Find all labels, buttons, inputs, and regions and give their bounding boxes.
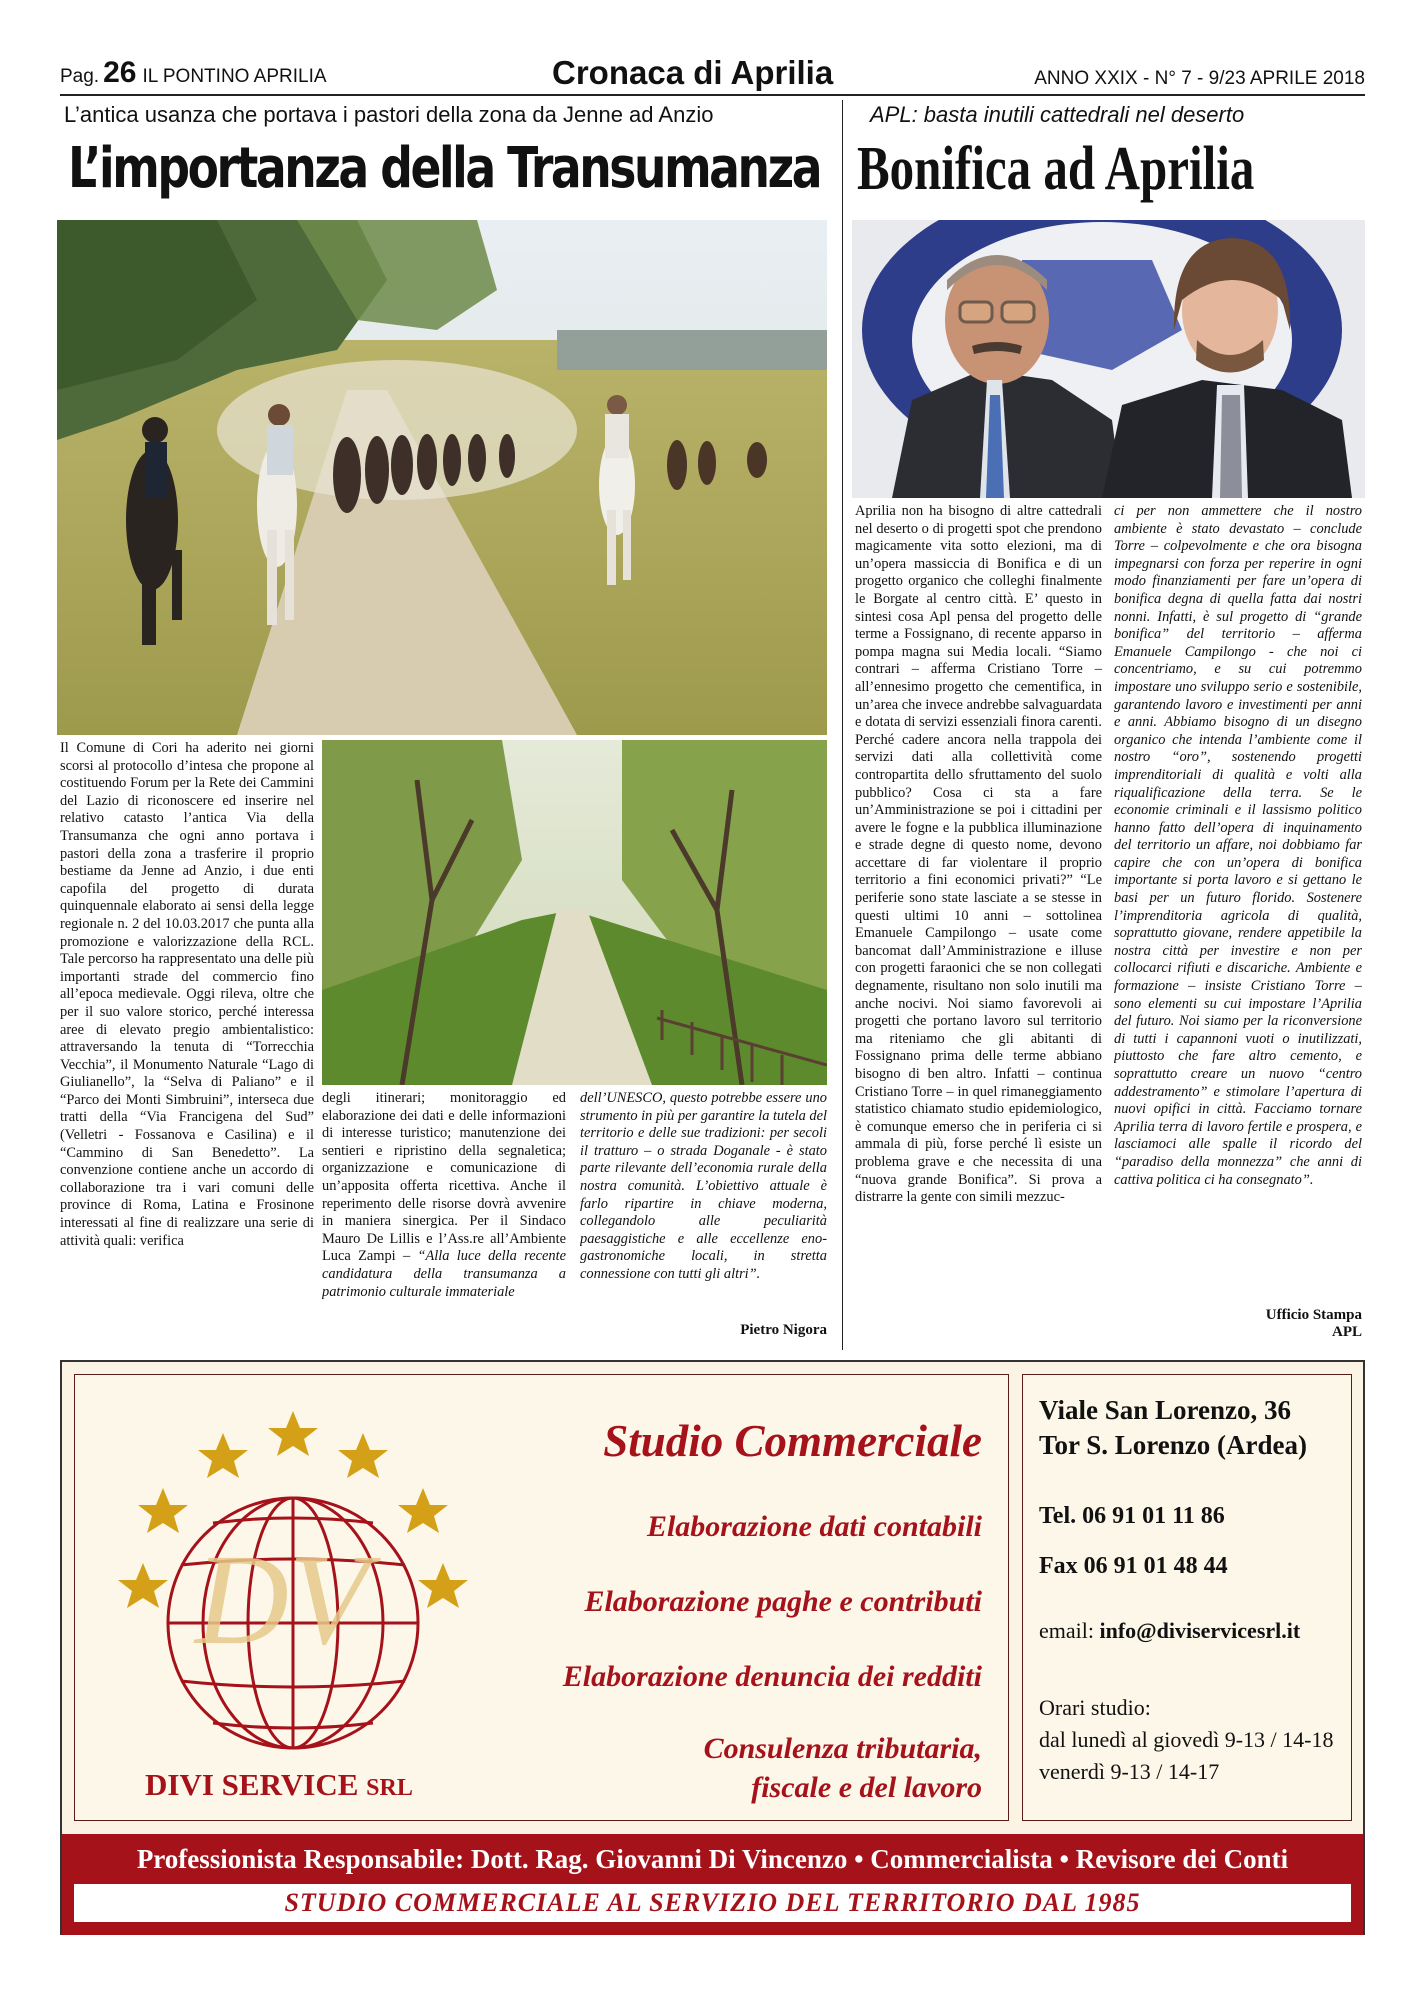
company-name bbox=[145, 1767, 413, 1803]
right-headline: Bonifica ad Aprilia bbox=[857, 135, 1255, 203]
right-article-col1: Aprilia non ha bisogno di altre cattedrali nel deserto o di progetti spot che prendono magicamente vita sotto elezioni, ma di un’opera massiccia di Bonifica e di un progetto organico che colleghi finalmente le Borgate al centro città. E’ questo in sintesi cosa Apl pensa del progetto delle terme a Fossignano, di recente apparso in pompa magna sui Media locali. “Siamo contrari – afferma Cristiano Torre – all’ennesimo progetto che cementifica, in un’area che invece andrebbe salvaguardata e dotata di servizi essenziali finora carenti. Perché cadere ancora nella trappola dei servizi dati alla collettività come contropartita dello sfruttamento del suolo pubblico? Cosa ci sta a fare un’Amministrazione se poi i cittadini per avere le fogne e la pubblica illuminazione e strade degne di questo nome, devono accettare di far violentare il proprio territorio a fini economici privati?” “Le periferie sono state lasciate a se stesse in questi ultimi 10 anni – sottolinea Emanuele Campilongo – usate come bancomat dall’Amministrazione e illuse con progetti faraonici che se non collegati degnamente, risultano non solo inutili ma anche nocivi. Noi siamo favorevoli ai progetti che portano lavoro sul territorio ma riteniamo che gli abitanti di Fossignano prima delle terme abbiano bisogno di ben altro. Infatti – continua Cristiano Torre – in quel rimaneggiamento statistico chiamato studio epidemiologico, è comunque emerso che in periferia ci si ammala di più, forse perché lì esiste un problema grave e che necessita di una “nuova grande Bonifica”. Si prova a distrarre la gente con simili mezzuc- bbox=[855, 503, 1102, 1206]
portrait-photo bbox=[852, 220, 1365, 498]
ad-title: Studio Commerciale bbox=[603, 1416, 982, 1466]
slogan: STUDIO COMMERCIALE AL SERVIZIO DEL TERRITORIO DAL 1985 bbox=[284, 1888, 1141, 1917]
fax-number: Fax 06 91 01 48 44 bbox=[1039, 1553, 1228, 1579]
left-article-col3: dell’UNESCO, questo potrebbe essere uno strumento in più per garantire la tutela del territorio e delle sue tradizioni: per secoli il tratturo – o strada Doganale - è stato parte rilevante dell’economia rurale della nostra comunità. L’obiettivo attuale è farlo ripartire in chiave moderna, collegandolo alle peculiarità paesaggistiche e alle eccellenze eno-gastronomiche locali, in stretta connessione con tutti gli altri”. bbox=[580, 1090, 827, 1282]
left-article-col2-text: degli itinerari; monitoraggio ed elaborazione dei dati e delle informazioni di interesse turistico; manutenzione dei sentieri e ripristino della segnaletica; organizzazione e comunicazione di un’apposita offerta ricettiva. Anche il reperimento delle risorse dovrà avvenire in maniera sinergica. Per il Sindaco Mauro De Lillis e l’Ass.re all’Ambiente Luca Zampi – bbox=[322, 1090, 566, 1265]
address-line-1: Viale San Lorenzo, 36 bbox=[1039, 1395, 1292, 1425]
hours-title: Orari studio: bbox=[1039, 1695, 1151, 1720]
ad-service-4: Consulenza tributaria, bbox=[703, 1732, 982, 1765]
page-prefix: Pag. bbox=[60, 66, 100, 87]
left-headline: L’importanza della Transumanza bbox=[68, 136, 821, 201]
ad-main-panel bbox=[74, 1374, 1009, 1821]
right-byline-office: Ufficio Stampa bbox=[1265, 1307, 1362, 1323]
masthead bbox=[60, 54, 1365, 96]
advertisement bbox=[60, 1360, 1365, 1935]
hours-weekdays: dal lunedì al giovedì 9-13 / 14-18 bbox=[1039, 1727, 1334, 1752]
country-road-photo bbox=[322, 740, 827, 1085]
ad-service-5: fiscale e del lavoro bbox=[751, 1771, 982, 1804]
ad-contact-panel bbox=[1022, 1374, 1352, 1821]
left-article-col2-quote: “Alla luce della recente candidatura della transumanza a patrimonio culturale immateriale bbox=[322, 1248, 566, 1300]
issue-info: ANNO XXIX - N° 7 - 9/23 APRILE 2018 bbox=[1034, 68, 1365, 89]
left-article-col2 bbox=[322, 1090, 566, 1340]
company-name-main: DIVI SERVICE bbox=[145, 1767, 359, 1802]
email-label: email: bbox=[1039, 1618, 1094, 1643]
ad-service-3: Elaborazione denuncia dei redditi bbox=[562, 1660, 982, 1693]
page-info bbox=[60, 56, 327, 90]
hours-friday: venerdì 9-13 / 14-17 bbox=[1039, 1759, 1220, 1784]
address-line-2: Tor S. Lorenzo (Ardea) bbox=[1039, 1430, 1307, 1460]
right-byline-org: APL bbox=[1332, 1324, 1362, 1340]
phone-number: Tel. 06 91 01 11 86 bbox=[1039, 1503, 1225, 1529]
publication-name: IL PONTINO APRILIA bbox=[142, 66, 327, 87]
right-article-col2: ci per non ammettere che il nostro ambiente è stato devastato – conclude Torre – colpevolmente e che ora bisogna impegnarsi con forza per reperire in ogni modo finanziamenti per fare un’opera di bonifica degna di quella fatta dai nostri nonni. Infatti, è sul progetto di “grande bonifica” del territorio – afferma Emanuele Campilongo - che noi ci concentriamo, e su cui potremmo impostare uno sviluppo serio e sostenibile, garantendo lavoro e investimenti per anni e anni. Abbiamo bisogno di un disegno organico che intenda l’ambiente come il nostro “oro”, sostenendo progetti imprenditoriali di qualità e volti alla riqualificazione della terra. Se le economie criminali e il lassismo politico hanno fatto dell’opera di inquinamento del territorio un affare, noi dobbiamo far capire che con un’opera di bonifica importante si porta lavoro e si gettano le basi per un futuro florido. Sostenere l’imprenditoria agricola di qualità, soprattutto giovane, rendere appetibile la nostra città per investire e non per collocarci rifiuti e discariche. Ambiente e formazione – insiste Cristiano Torre – sono elementi su cui impostare l’Aprilia del futuro. Noi siamo per la riconversione di tutti i capannoni vuoti o inutilizzati, piuttosto che fare altro cemento, e soprattutto creare un nuovo “centro addestramento” e stimolare l’apertura di nuovi opifici in città. Facciamo tornare Aprilia terra di lavoro fertile e prospera, e lasciamoci alle spalle il ricordo del “paradiso della monnezza” che anni di cattiva politica ci ha consegnato”. bbox=[1114, 503, 1362, 1188]
left-article-col1: Il Comune di Cori ha aderito nei giorni scorsi al protocollo d’intesa che propone al costituendo Forum per la Rete dei Cammini del Lazio di riconoscere ed inserire nel relativo catasto l’antica Via della Transumanza che ogni anno portava i pastori della zona a trasferire il proprio bestiame da Jenne ad Anzio, i due enti capofila del progetto di durata quinquennale elaborato ai sensi della legge regionale n. 2 del 10.03.2017 che punta alla promozione e valorizzazione della RCL. Tale percorso ha rappresentato una delle più importanti strade del commercio fino all’epoca medievale. Oggi rileva, oltre che per il suo valore storico, perché interessa aree di elevato pregio ambientalistico: attraversando la tenuta di “Torrecchia Vecchia”, il Monumento Naturale “Lago di Giulianello”, la “Selva di Paliano” e il “Parco dei Monti Simbruini”, interseca due tratti della “Via Francigena del Sud” (Velletri - Fossanova e Casilina) e il “Cammino di San Benedetto”. La convenzione contiene anche un accordo di collaborazione tra i vari comuni delle province di Roma, Latina e Frosinone interessati al fine di realizzare una serie di attività quali: verifica bbox=[60, 740, 314, 1249]
email-line bbox=[1039, 1618, 1300, 1644]
company-suffix: SRL bbox=[366, 1775, 413, 1801]
column-divider bbox=[842, 100, 843, 1350]
horse-riders-photo bbox=[57, 220, 827, 735]
ad-footer-band bbox=[62, 1834, 1363, 1935]
section-title: Cronaca di Aprilia bbox=[552, 54, 834, 91]
responsible-professional: Professionista Responsabile: Dott. Rag. Giovanni Di Vincenzo • Commercialista • Revisore dei Conti bbox=[136, 1844, 1289, 1874]
page-number: 26 bbox=[103, 56, 137, 89]
ad-service-1: Elaborazione dati contabili bbox=[646, 1510, 982, 1543]
slogan-box bbox=[74, 1884, 1351, 1922]
ad-service-2: Elaborazione paghe e contributi bbox=[584, 1585, 982, 1618]
left-byline: Pietro Nigora bbox=[740, 1322, 827, 1338]
email-address[interactable]: info@diviservicesrl.it bbox=[1099, 1618, 1301, 1643]
right-kicker: APL: basta inutili cattedrali nel deserto bbox=[870, 102, 1245, 127]
left-kicker: L’antica usanza che portava i pastori della zona da Jenne ad Anzio bbox=[64, 102, 714, 127]
right-byline bbox=[1114, 1307, 1362, 1341]
logo-letters: DV bbox=[195, 1528, 369, 1672]
